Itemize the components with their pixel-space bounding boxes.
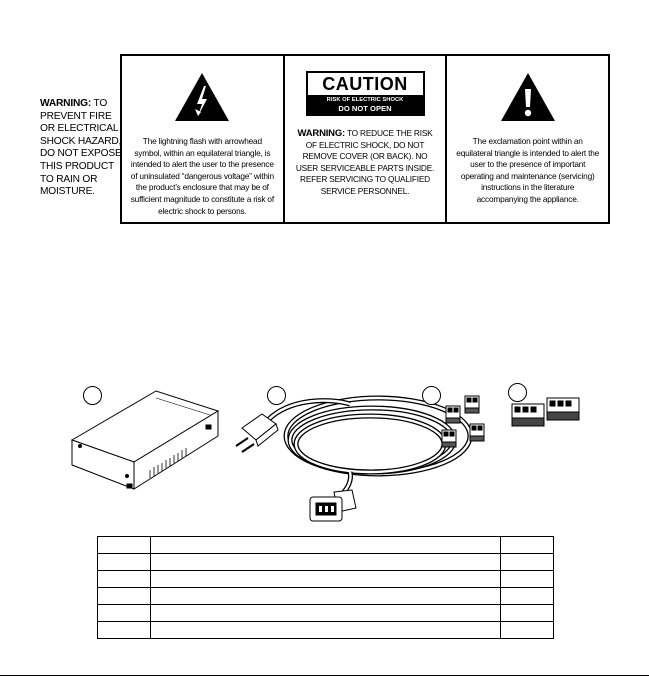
table-cell bbox=[151, 588, 501, 605]
table-cell bbox=[98, 605, 151, 622]
footer-divider bbox=[0, 675, 649, 676]
table-cell bbox=[151, 554, 501, 571]
caution-sub-open: DO NOT OPEN bbox=[338, 103, 392, 113]
caution-warning-text: TO REDUCE THE RISK OF ELECTRIC SHOCK, DO NOT REMOVE COVER (OR BACK). NO USER SERVICEABLE PARTS INSIDE. REFER SERVICING TO QUALIFIED SERVICE PERSONNEL. bbox=[295, 128, 435, 196]
table-row bbox=[98, 588, 554, 605]
table-cell bbox=[151, 537, 501, 554]
table-cell bbox=[501, 571, 554, 588]
table-cell bbox=[501, 588, 554, 605]
item-callout-4 bbox=[508, 383, 527, 402]
table-cell bbox=[98, 554, 151, 571]
table-row bbox=[98, 571, 554, 588]
table-cell bbox=[501, 537, 554, 554]
exclamation-description: The exclamation point within an equilateral triangle is intended to alert the user to the presence of important operating and maintenance (servicing) instructions in the literature accompanying the appliance. bbox=[456, 136, 600, 204]
item-callout-2 bbox=[267, 386, 286, 405]
table-row bbox=[98, 537, 554, 554]
parts-table bbox=[97, 536, 554, 639]
power-cord bbox=[236, 398, 470, 521]
table-row bbox=[98, 605, 554, 622]
large-terminal-blocks bbox=[512, 398, 579, 426]
table-cell bbox=[98, 588, 151, 605]
table-cell bbox=[151, 605, 501, 622]
caution-title: CAUTION bbox=[322, 74, 408, 94]
side-warning-text: TO PREVENT FIRE OR ELECTRICAL SHOCK HAZARD, DO NOT EXPOSE THIS PRODUCT TO RAIN OR MOISTURE. bbox=[40, 98, 122, 198]
table-cell bbox=[151, 571, 501, 588]
amplifier-unit bbox=[72, 391, 218, 489]
table-row bbox=[98, 554, 554, 571]
table-cell bbox=[98, 622, 151, 639]
table-cell bbox=[501, 622, 554, 639]
table-cell bbox=[151, 622, 501, 639]
table-row bbox=[98, 622, 554, 639]
item-callout-3 bbox=[422, 386, 441, 405]
table-cell bbox=[501, 605, 554, 622]
table-cell bbox=[501, 554, 554, 571]
caution-sub-risk: RISK OF ELECTRIC SHOCK bbox=[326, 96, 404, 103]
table-cell bbox=[98, 571, 151, 588]
caution-warning-label: WARNING: bbox=[297, 128, 345, 139]
lightning-description: The lightning flash with arrowhead symbol, within an equilateral triangle, is intended to alert the user to the presence of uninsulated “dangerous voltage” within the product’s enclosure that may be of sufficient magnitude to constitute a risk of electric shock to persons. bbox=[130, 136, 274, 216]
side-warning-label: WARNING: bbox=[40, 98, 92, 109]
item-callout-1 bbox=[83, 386, 102, 405]
table-cell bbox=[98, 537, 151, 554]
